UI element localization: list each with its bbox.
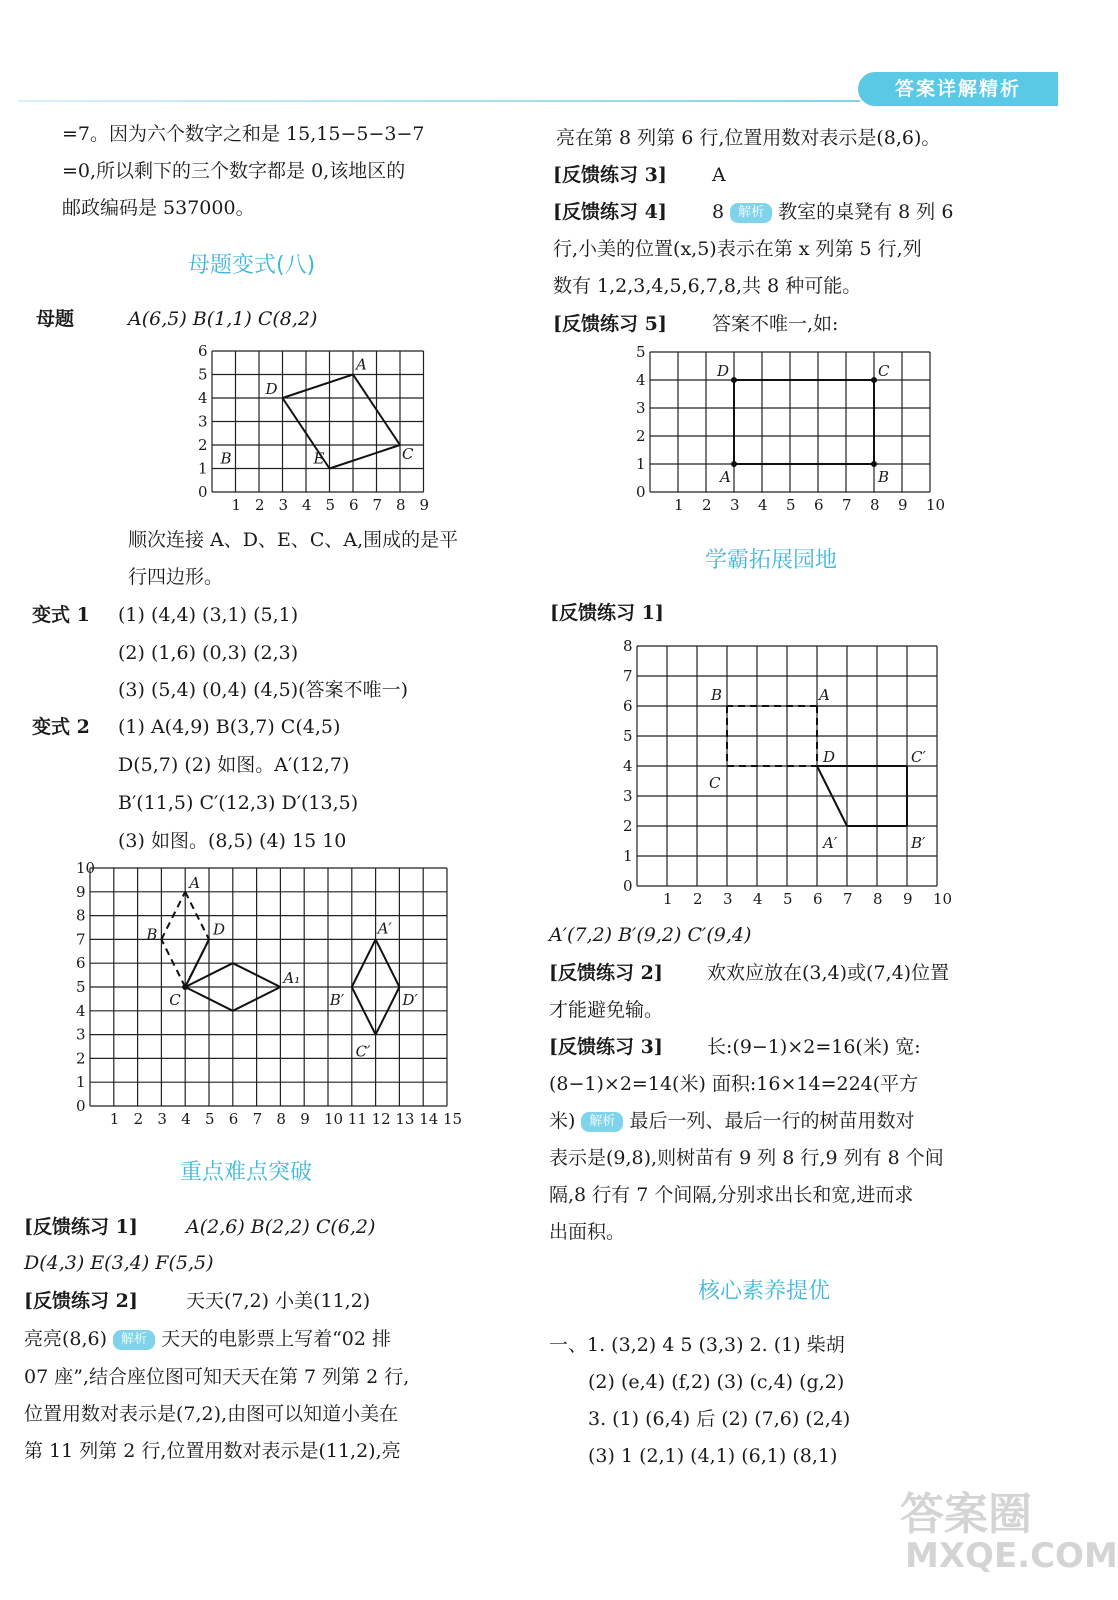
text-line: (1) (4,4) (3,1) (5,1) [118,604,299,626]
item-label: [反馈练习 4] [553,201,667,223]
tick-label: 4 [758,496,768,514]
tick-label: 0 [623,877,633,895]
text-line: (1) A(4,9) B(3,7) C(4,5) [118,716,341,738]
tick-label: 3 [76,1025,86,1044]
tick-label: 2 [255,496,265,514]
tick-label: 13 [395,1110,415,1128]
point-label: A [819,686,830,704]
item-label: [反馈练习 3] [549,1036,663,1058]
tick-label: 3 [157,1110,167,1128]
text-line: (3) (5,4) (0,4) (4,5)(答案不唯一) [118,679,408,701]
tick-label: 6 [623,697,633,715]
tick-label: 8 [76,906,86,925]
section-title: 学霸拓展园地 [705,548,838,573]
tick-label: 10 [76,859,96,877]
tick-label: 1 [76,1073,86,1092]
point-label: C [402,445,414,463]
tick-label: 1 [198,459,208,478]
tick-label: 7 [842,496,852,514]
tick-label: 5 [786,496,796,514]
text-line: 一、1. (3,2) 4 5 (3,3) 2. (1) 柴胡 [549,1334,845,1356]
tick-label: 5 [205,1110,215,1128]
tick-label: 5 [76,978,86,996]
text-line: 米) 解析 最后一列、最后一行的树苗用数对 [549,1110,915,1132]
grid-figure-3 [636,343,946,514]
tick-label: 1 [674,496,684,514]
tick-label: 6 [349,496,359,514]
text-line: 位置用数对表示是(7,2),由图可以知道小美在 [24,1403,399,1425]
item-label: [反馈练习 5] [553,313,667,335]
point-label: B [146,925,158,944]
tick-label: 11 [347,1110,367,1128]
tick-label: 6 [813,890,823,908]
tick-label: 8 [873,890,883,908]
item-label: [反馈练习 3] [553,164,667,186]
tick-label: 1 [636,455,646,473]
tick-label: 3 [636,399,646,417]
tick-label: 4 [636,371,646,389]
tick-label: 5 [623,727,633,745]
text-line: 出面积。 [549,1221,626,1243]
tick-label: 3 [723,890,733,908]
tick-label: 8 [870,496,880,514]
tick-label: 6 [198,342,208,360]
point-label: B′ [911,834,926,852]
tick-label: 2 [623,817,633,835]
item-label: [反馈练习 2] [549,962,663,984]
item-label: [反馈练习 1] [24,1216,138,1238]
text-line: =0,所以剩下的三个数字都是 0,该地区的 [62,160,406,182]
point-label: E [313,449,325,468]
tick-label: 2 [133,1110,144,1128]
tick-label: 2 [702,496,712,514]
point-dot [182,984,188,990]
tick-label: 12 [371,1110,391,1128]
tick-label: 0 [636,483,646,501]
analysis-badge: 解析 [581,1112,623,1132]
text-line: (2) (1,6) (0,3) (2,3) [118,642,299,664]
point-dot [731,377,737,383]
point-label: C′ [355,1042,371,1061]
tick-label: 1 [231,496,242,514]
section-title: 母题变式(八) [188,253,316,278]
item-label: 母题 [36,308,75,330]
tick-label: 2 [636,427,646,445]
tick-label: 8 [623,637,633,655]
text-line: 顺次连接 A、D、E、C、A,围成的是平 [128,529,459,551]
text-line: 亮在第 8 列第 6 行,位置用数对表示是(8,6)。 [556,127,941,149]
tick-label: 4 [76,1001,86,1020]
tick-label: 9 [898,496,908,514]
tick-label: 3 [623,787,633,805]
point-label: D [717,362,730,380]
point-label: A [720,468,731,486]
point-label: D [265,380,278,398]
tick-label: 10 [324,1110,344,1128]
text-line: 亮亮(8,6) 解析 天天的电影票上写着“02 排 [24,1328,391,1350]
text-line: B′(11,5) C′(12,3) D′(13,5) [118,792,359,814]
tick-label: 5 [783,890,793,908]
tick-label: 4 [302,496,312,514]
text-line: A [712,164,726,186]
item-label: [反馈练习 2] [24,1290,138,1312]
point-label: A [356,355,367,374]
point-label: C′ [911,748,926,766]
tick-label: 8 [396,496,406,514]
text-line: 答案不唯一,如: [712,313,839,335]
tick-label: 10 [933,890,953,908]
text-line: 8 解析 教室的桌凳有 8 列 6 [712,201,954,223]
tick-label: 5 [198,365,208,384]
text-line: D(4,3) E(3,4) F(5,5) [24,1252,214,1274]
tick-label: 7 [843,890,853,908]
text-line: 才能避免输。 [549,999,664,1021]
point-label: D′ [402,991,418,1009]
text-line: D(5,7) (2) 如图。A′(12,7) [118,754,350,776]
tick-label: 3 [730,496,740,514]
shape-edge [283,375,354,399]
text-line: (3) 1 (2,1) (4,1) (6,1) (8,1) [588,1445,838,1467]
tick-label: 5 [325,496,336,514]
tick-label: 7 [252,1110,263,1128]
shape-edge [330,445,401,469]
tick-label: 4 [198,389,208,407]
watermark-url: MXQE.COM [905,1536,1118,1576]
tick-label: 1 [663,890,673,908]
tick-label: 0 [76,1097,86,1115]
tick-label: 9 [903,890,913,908]
watermark-logo: 答案圈 [900,1489,1032,1540]
point-label: A [189,873,201,892]
grid-figure-1 [198,342,430,514]
text-line: 表示是(9,8),则树苗有 9 列 8 行,9 列有 8 个间 [549,1147,944,1169]
point-label: C [878,362,890,380]
tick-label: 10 [926,496,946,514]
item-label: 变式 1 [32,604,90,626]
tick-label: 6 [228,1110,239,1128]
text-line: A(6,5) B(1,1) C(8,2) [128,308,318,330]
point-dot [731,461,737,467]
text-line: 隔,8 行有 7 个间隔,分别求出长和宽,进而求 [549,1184,914,1206]
item-label: [反馈练习 1] [550,602,664,624]
tick-label: 9 [419,496,430,514]
analysis-badge: 解析 [730,203,772,223]
grid-lines [198,342,429,514]
text-line: =7。因为六个数字之和是 15,15−5−3−7 [62,123,425,145]
tick-label: 4 [181,1110,191,1128]
text-line: 3. (1) (6,4) 后 (2) (7,6) (2,4) [588,1408,851,1430]
tick-label: 0 [198,483,208,501]
tick-label: 3 [198,412,208,431]
text-line: 邮政编码是 537000。 [62,197,255,219]
point-label: A′ [823,834,838,852]
point-label: C [169,991,181,1009]
header-tag: 答案详解精析 [858,72,1058,106]
section-title: 核心素养提优 [698,1279,831,1304]
item-label: 变式 2 [32,716,90,738]
tick-label: 7 [76,930,86,949]
text-line: (2) (e,4) (f,2) (3) (c,4) (g,2) [588,1371,845,1393]
point-label: B [220,449,232,468]
text-line: 长:(9−1)×2=16(米) 宽: [707,1036,921,1058]
tick-label: 1 [623,847,633,865]
tick-label: 6 [814,496,824,514]
text-line: 07 座”,结合座位图可知天天在第 7 列第 2 行, [24,1366,410,1388]
text-line: 欢欢应放在(3,4)或(7,4)位置 [707,962,950,984]
tick-label: 2 [693,890,703,908]
point-label: D [823,748,836,766]
tick-label: 4 [753,890,763,908]
tick-label: 7 [623,667,633,685]
tick-label: 5 [636,343,646,361]
header-rule [18,100,860,102]
grid-figure-2 [76,859,463,1128]
tick-label: 6 [76,954,86,973]
tick-label: 2 [198,436,208,454]
tick-label: 15 [443,1110,463,1128]
tick-label: 8 [276,1110,286,1128]
grid-figure-4 [623,637,953,908]
text-line: 天天(7,2) 小美(11,2) [186,1290,371,1312]
point-dot [871,377,877,383]
point-label: A₁ [283,969,301,987]
text-line: (8−1)×2=14(米) 面积:16×14=224(平方 [549,1073,919,1095]
point-label: B [878,468,890,486]
text-line: 行,小美的位置(x,5)表示在第 x 列第 5 行,列 [553,238,922,260]
tick-label: 7 [372,496,383,514]
tick-label: 1 [109,1110,120,1128]
tick-label: 3 [278,496,289,514]
point-dot [871,461,877,467]
point-label: D [213,920,226,939]
text-line: (3) 如图。(8,5) (4) 15 10 [118,830,347,852]
section-title: 重点难点突破 [180,1160,313,1185]
text-line: 行四边形。 [128,566,224,588]
tick-label: 2 [76,1049,86,1068]
text-line: 数有 1,2,3,4,5,6,7,8,共 8 种可能。 [553,275,862,297]
point-label: B [711,686,723,704]
tick-label: 14 [419,1110,439,1128]
analysis-badge: 解析 [113,1330,155,1350]
tick-label: 9 [300,1110,310,1128]
point-label: B′ [329,991,345,1009]
text-line: 第 11 列第 2 行,位置用数对表示是(11,2),亮 [24,1440,401,1462]
tick-label: 4 [623,757,633,775]
point-label: C [709,774,721,792]
text-line: A(2,6) B(2,2) C(6,2) [186,1216,376,1238]
point-label: A′ [377,919,392,938]
text-line: A′(7,2) B′(9,2) C′(9,4) [549,924,752,946]
tick-label: 9 [76,882,86,901]
